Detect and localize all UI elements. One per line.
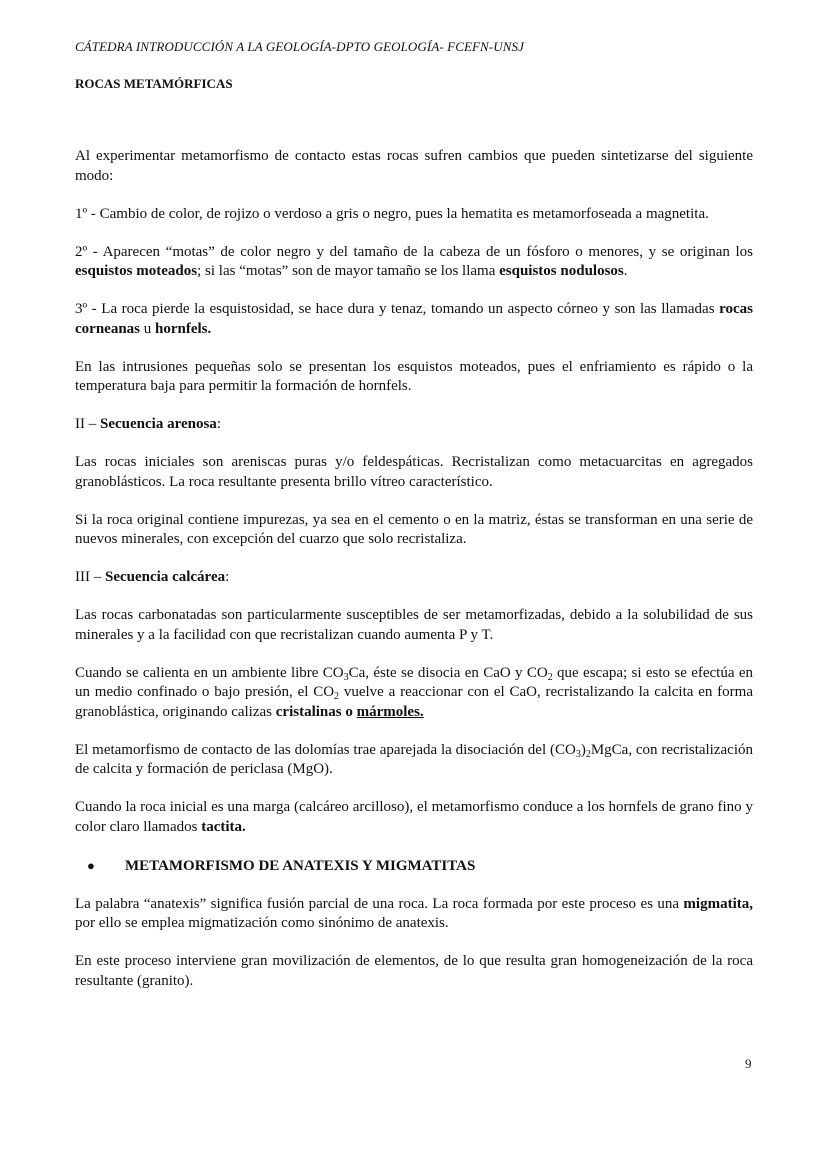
paragraph-anatexis-2: En este proceso interviene gran movilización de elementos, de lo que resulta gran homogeneización de la roca resultante (granito). xyxy=(75,953,753,989)
document-body xyxy=(75,147,753,1010)
text-run: Ca, éste se disocia en CaO y CO xyxy=(348,664,548,681)
term-migmatita: migmatita, xyxy=(683,895,753,912)
heading-secuencia-calcarea xyxy=(75,568,753,588)
paragraph-calcarea-1: Las rocas carbonatadas son particularmente susceptibles de ser metamorfizadas, debido a la solubilidad de sus minerales y a la facilidad con que recristalizan cuando aumenta P y T. xyxy=(75,607,753,643)
section-title: ROCAS METAMÓRFICAS xyxy=(75,76,233,91)
text-run: ; si las “motas” son de mayor tamaño se los llama xyxy=(197,263,500,279)
text-run: 3º - La roca pierde la esquistosidad, se hace dura y tenaz, tomando un aspecto córneo y son las llamadas xyxy=(75,301,720,317)
paragraph-intro: Al experimentar metamorfismo de contacto estas rocas sufren cambios que pueden sintetizarse del siguiente modo: xyxy=(75,148,753,184)
bullet-icon: ● xyxy=(87,857,95,873)
heading-prefix: II – xyxy=(75,416,100,432)
paragraph-arenosa-1: Las rocas iniciales son areniscas puras y/o feldespáticas. Recristalizan como metacuarcitas en agregados granoblásticos. La roca resultante presenta brillo vítreo característico. xyxy=(75,454,753,490)
paragraph-anatexis-1 xyxy=(75,895,753,934)
running-header: CÁTEDRA INTRODUCCIÓN A LA GEOLOGÍA-DPTO GEOLOGÍA- FCEFN-UNSJ xyxy=(75,39,524,54)
subscript: 2 xyxy=(585,748,591,760)
heading-suffix: : xyxy=(225,569,230,585)
subscript: 2 xyxy=(334,691,340,702)
page-number: 9 xyxy=(745,1056,752,1071)
paragraph-item-1: 1º - Cambio de color, de rojizo o verdoso a gris o negro, pues la hematita es metamorfoseada a magnetita. xyxy=(75,205,709,222)
term-esquistos-moteados: esquistos moteados xyxy=(75,263,198,279)
term-esquistos-nodulosos: esquistos nodulosos xyxy=(499,263,624,279)
paragraph-arenosa-2: Si la roca original contiene impurezas, ya sea en el cemento o en la matriz, éstas se transforman en una serie de nuevos minerales, con excepción del cuarzo que solo recristaliza. xyxy=(75,511,753,547)
heading-title: Secuencia calcárea xyxy=(105,569,226,585)
heading-anatexis xyxy=(75,856,753,877)
subscript: 2 xyxy=(547,671,553,683)
paragraph-item-3 xyxy=(75,300,753,339)
text-run: MgCa, con recristalización de calcita y formación de periclasa (MgO). xyxy=(75,741,753,777)
paragraph-calcarea-2 xyxy=(75,664,753,723)
text-run: 2º - Aparecen “motas” de color negro y del tamaño de la cabeza de un fósforo o menores, y se originan los xyxy=(75,243,753,260)
term-tactita: tactita. xyxy=(201,818,246,835)
paragraph-calcarea-4 xyxy=(75,798,753,837)
text-run: por ello se emplea migmatización como sinónimo de anatexis. xyxy=(75,915,449,931)
paragraph-calcarea-3 xyxy=(75,741,753,780)
heading-secuencia-arenosa xyxy=(75,415,753,435)
text-run: Cuando se calienta en un ambiente libre CO xyxy=(75,664,344,681)
term-marmoles: mármoles. xyxy=(356,703,424,720)
paragraph-intrusions: En las intrusiones pequeñas solo se presentan los esquistos moteados, pues el enfriamiento es rápido o la temperatura baja para permitir la formación de hornfels. xyxy=(75,358,753,394)
text-run: ) xyxy=(580,741,586,758)
heading-title: Secuencia arenosa xyxy=(100,416,217,432)
text-run: vuelve a reaccionar con el CaO, recristalizando la calcita en forma granoblástica, originando calizas xyxy=(75,684,753,720)
heading-suffix: : xyxy=(216,416,221,432)
text-run: El metamorfismo de contacto de las dolomías trae aparejada la disociación del (CO xyxy=(75,741,576,758)
heading-anatexis-title: METAMORFISMO DE ANATEXIS Y MIGMATITAS xyxy=(125,857,476,874)
heading-prefix: III – xyxy=(75,569,105,585)
subscript: 3 xyxy=(343,671,349,683)
text-run: Cuando la roca inicial es una marga (calcáreo arcilloso), el metamorfismo conduce a los hornfels de grano fino y color claro llamados xyxy=(75,799,753,835)
text-run: . xyxy=(623,263,628,279)
text-run: La palabra “anatexis” significa fusión parcial de una roca. La roca formada por este proceso es una xyxy=(75,895,684,912)
term-cristalinas: cristalinas o xyxy=(275,703,357,720)
paragraph-item-2 xyxy=(75,243,753,282)
subscript: 3 xyxy=(575,748,581,760)
text-run: u xyxy=(140,320,155,337)
text-run: que escapa; si esto se efectúa en un medio confinado o bajo presión, el CO xyxy=(75,664,753,700)
term-hornfels: hornfels. xyxy=(155,320,212,337)
term-rocas-corneanas: rocas corneanas xyxy=(75,301,753,337)
